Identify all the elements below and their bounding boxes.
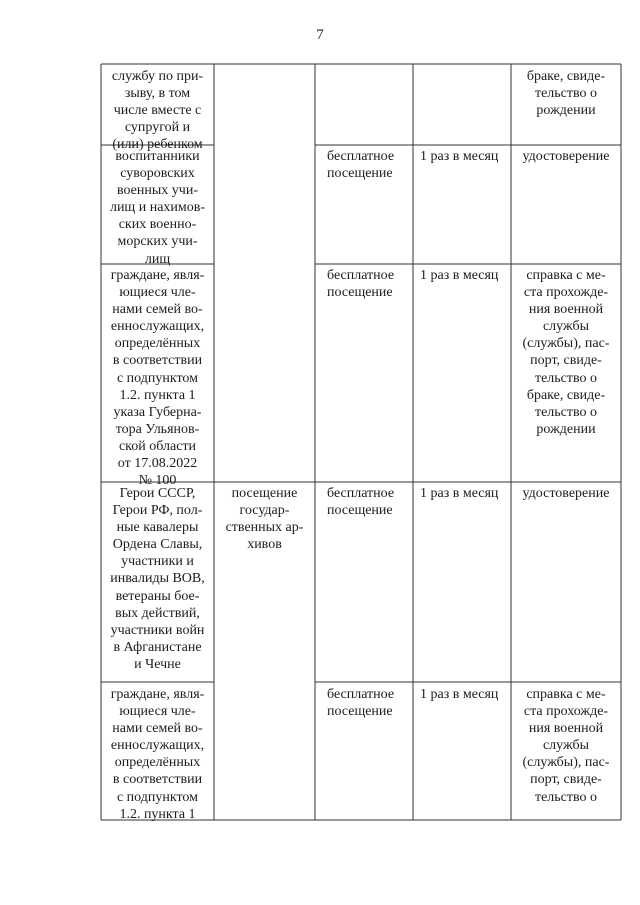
table-cell-frequency: 1 раз в месяц: [420, 268, 499, 283]
table-cell-condition: бесплатное посещение: [327, 486, 395, 519]
table-cell-frequency: 1 раз в месяц: [420, 687, 499, 702]
table-cell-document: браке, свиде- тельство о рождении: [526, 69, 606, 119]
table-cell-condition: бесплатное посещение: [327, 687, 395, 720]
table-cell-document: справка с ме- ста прохожде- ния военной службы (службы), пас- порт, свиде- тельство о браке, свиде- тельство о рождении: [522, 268, 610, 437]
table-cell-document: справка с ме- ста прохожде- ния военной службы (службы), пас- порт, свиде- тельство о: [522, 687, 610, 805]
table-cell-document: удостоверение: [522, 486, 610, 501]
table-cell-category: Герои СССР, Герои РФ, пол- ные кавалеры Ордена Славы, участники и инвалиды ВОВ, ветераны бое- вых действий, участники войн в Афганистане и Чечне: [110, 486, 205, 672]
table-cell-frequency: 1 раз в месяц: [420, 486, 499, 501]
table-cell-frequency: 1 раз в месяц: [420, 149, 499, 164]
table-cell-service: посещение государ- ственных ар- хивов: [225, 486, 304, 553]
table-cell-condition: бесплатное посещение: [327, 149, 395, 182]
table-cell-condition: бесплатное посещение: [327, 268, 395, 301]
table-cell-category: граждане, явля- ющиеся чле- нами семей во- еннослужащих, определённых в соответствии с подпунктом 1.2. пункта 1: [110, 687, 205, 822]
table-cell-document: удостоверение: [522, 149, 610, 164]
table-cell-category: службу по при- зыву, в том числе вместе с супругой и (или) ребенком: [111, 69, 204, 153]
table-cell-category: граждане, явля- ющиеся чле- нами семей во- еннослужащих, определённых в соответствии с подпунктом 1.2. пункта 1 указа Губерна- тора Ульянов- ской области от 17.08.2022 № 100: [110, 268, 205, 489]
page-number: 7: [316, 27, 324, 43]
table-cell-category: воспитанники суворовских военных учи- лищ и нахимов- ских военно- морских учи- лищ: [109, 149, 206, 267]
